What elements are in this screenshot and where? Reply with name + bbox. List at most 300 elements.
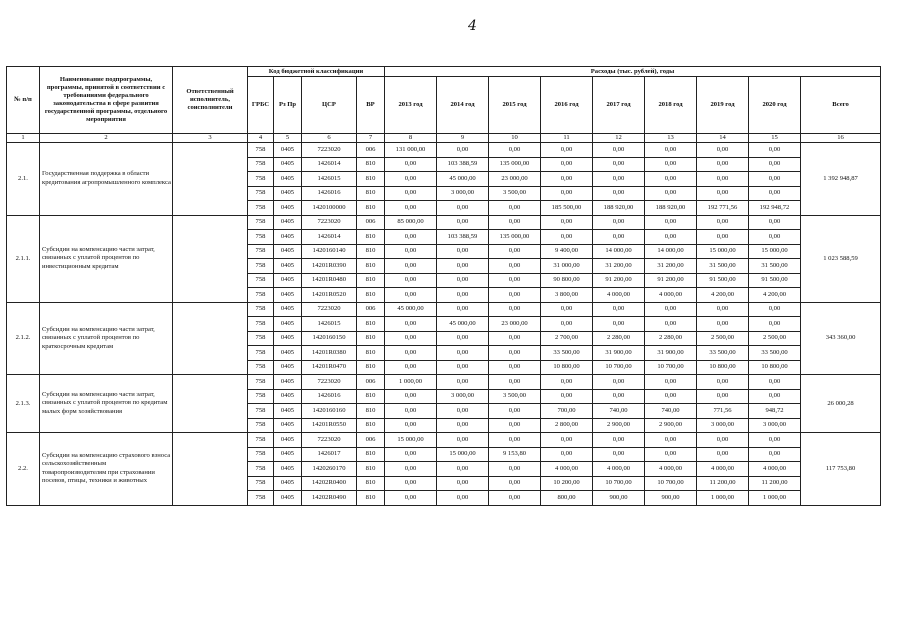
- vr-cell: 810: [357, 404, 385, 419]
- rzpr-cell: 0405: [274, 302, 302, 317]
- rzpr-cell: 0405: [274, 433, 302, 448]
- amount-cell: 0,00: [697, 302, 749, 317]
- header-num: № п/п: [7, 67, 40, 134]
- grbs-cell: 758: [248, 491, 274, 506]
- amount-cell: 0,00: [697, 433, 749, 448]
- amount-cell: 0,00: [385, 201, 437, 216]
- total-cell: 343 360,00: [801, 302, 881, 375]
- amount-cell: 0,00: [489, 491, 541, 506]
- rzpr-cell: 0405: [274, 462, 302, 477]
- item-name: Субсидии на компенсацию части затрат, связанных с уплатой процентов по кредитам малых форм хозяйствования: [40, 375, 173, 433]
- rzpr-cell: 0405: [274, 186, 302, 201]
- column-number: 4: [248, 134, 274, 143]
- amount-cell: 3 500,00: [489, 389, 541, 404]
- amount-cell: 0,00: [749, 302, 801, 317]
- amount-cell: 0,00: [541, 302, 593, 317]
- csr-cell: 14201R0390: [302, 259, 357, 274]
- item-name: Государственная поддержка в области кредитования агропромышленного комплекса: [40, 143, 173, 216]
- amount-cell: 10 200,00: [541, 476, 593, 491]
- amount-cell: 10 700,00: [645, 360, 697, 375]
- amount-cell: 0,00: [385, 476, 437, 491]
- csr-cell: 1420160160: [302, 404, 357, 419]
- amount-cell: 135 000,00: [489, 230, 541, 245]
- amount-cell: 0,00: [645, 375, 697, 390]
- grbs-cell: 758: [248, 259, 274, 274]
- amount-cell: 0,00: [749, 143, 801, 158]
- amount-cell: 0,00: [697, 230, 749, 245]
- total-cell: 117 753,80: [801, 433, 881, 506]
- column-number: 10: [489, 134, 541, 143]
- amount-cell: 0,00: [385, 447, 437, 462]
- amount-cell: 0,00: [697, 317, 749, 332]
- grbs-cell: 758: [248, 433, 274, 448]
- amount-cell: 0,00: [437, 418, 489, 433]
- amount-cell: 0,00: [645, 433, 697, 448]
- header-total: Всего: [801, 77, 881, 134]
- amount-cell: 0,00: [645, 172, 697, 187]
- column-number: 1: [7, 134, 40, 143]
- amount-cell: 3 800,00: [541, 288, 593, 303]
- column-number: 8: [385, 134, 437, 143]
- amount-cell: 0,00: [593, 447, 645, 462]
- amount-cell: 31 900,00: [593, 346, 645, 361]
- responsible-cell: [173, 215, 248, 302]
- amount-cell: 10 800,00: [749, 360, 801, 375]
- amount-cell: 31 500,00: [697, 259, 749, 274]
- amount-cell: 135 000,00: [489, 157, 541, 172]
- csr-cell: 1420100000: [302, 201, 357, 216]
- amount-cell: 0,00: [541, 143, 593, 158]
- item-number: 2.2.: [7, 433, 40, 506]
- csr-cell: 14202R0490: [302, 491, 357, 506]
- table-row: [7, 143, 881, 158]
- amount-cell: 45 000,00: [437, 172, 489, 187]
- amount-cell: 0,00: [437, 288, 489, 303]
- amount-cell: 85 000,00: [385, 215, 437, 230]
- amount-cell: 3 000,00: [697, 418, 749, 433]
- amount-cell: 0,00: [489, 215, 541, 230]
- amount-cell: 188 920,00: [645, 201, 697, 216]
- amount-cell: 1 000,00: [385, 375, 437, 390]
- amount-cell: 0,00: [541, 433, 593, 448]
- budget-table: [6, 66, 881, 506]
- csr-cell: 1426017: [302, 447, 357, 462]
- header-budget-code: Код бюджетной классификации: [248, 67, 385, 77]
- grbs-cell: 758: [248, 215, 274, 230]
- grbs-cell: 758: [248, 288, 274, 303]
- column-number: 15: [749, 134, 801, 143]
- amount-cell: 740,00: [645, 404, 697, 419]
- table-row: [7, 215, 881, 230]
- page-number: 4: [468, 18, 477, 34]
- amount-cell: 0,00: [749, 186, 801, 201]
- vr-cell: 810: [357, 491, 385, 506]
- amount-cell: 948,72: [749, 404, 801, 419]
- csr-cell: 1426014: [302, 230, 357, 245]
- amount-cell: 0,00: [385, 346, 437, 361]
- amount-cell: 0,00: [645, 215, 697, 230]
- grbs-cell: 758: [248, 273, 274, 288]
- amount-cell: 9 153,80: [489, 447, 541, 462]
- csr-cell: 14201R0380: [302, 346, 357, 361]
- csr-cell: 1426016: [302, 186, 357, 201]
- amount-cell: 0,00: [697, 375, 749, 390]
- amount-cell: 33 500,00: [541, 346, 593, 361]
- amount-cell: 2 280,00: [645, 331, 697, 346]
- amount-cell: 0,00: [489, 244, 541, 259]
- column-number: 16: [801, 134, 881, 143]
- amount-cell: 0,00: [749, 230, 801, 245]
- amount-cell: 0,00: [749, 447, 801, 462]
- header-year: 2020 год: [749, 77, 801, 134]
- amount-cell: 1 000,00: [697, 491, 749, 506]
- csr-cell: 14201R0480: [302, 273, 357, 288]
- amount-cell: 0,00: [437, 259, 489, 274]
- vr-cell: 006: [357, 143, 385, 158]
- amount-cell: 91 200,00: [645, 273, 697, 288]
- amount-cell: 0,00: [385, 389, 437, 404]
- amount-cell: 11 200,00: [697, 476, 749, 491]
- amount-cell: 0,00: [645, 230, 697, 245]
- csr-cell: 1426015: [302, 172, 357, 187]
- vr-cell: 810: [357, 331, 385, 346]
- amount-cell: 0,00: [593, 215, 645, 230]
- amount-cell: 10 800,00: [541, 360, 593, 375]
- grbs-cell: 758: [248, 447, 274, 462]
- vr-cell: 006: [357, 433, 385, 448]
- amount-cell: 4 000,00: [697, 462, 749, 477]
- header-year: 2013 год: [385, 77, 437, 134]
- total-cell: 1 392 948,87: [801, 143, 881, 216]
- amount-cell: 0,00: [437, 404, 489, 419]
- csr-cell: 7223020: [302, 433, 357, 448]
- amount-cell: 0,00: [645, 186, 697, 201]
- amount-cell: 0,00: [541, 317, 593, 332]
- amount-cell: 2 500,00: [697, 331, 749, 346]
- amount-cell: 0,00: [593, 186, 645, 201]
- amount-cell: 2 800,00: [541, 418, 593, 433]
- amount-cell: 0,00: [541, 172, 593, 187]
- amount-cell: 0,00: [385, 462, 437, 477]
- amount-cell: 0,00: [385, 317, 437, 332]
- header-rzpr: Рз Пр: [274, 77, 302, 134]
- amount-cell: 0,00: [541, 230, 593, 245]
- vr-cell: 810: [357, 172, 385, 187]
- amount-cell: 3 000,00: [437, 389, 489, 404]
- header-year: 2017 год: [593, 77, 645, 134]
- amount-cell: 31 200,00: [593, 259, 645, 274]
- amount-cell: 0,00: [541, 389, 593, 404]
- amount-cell: 2 900,00: [593, 418, 645, 433]
- amount-cell: 33 500,00: [749, 346, 801, 361]
- amount-cell: 0,00: [593, 143, 645, 158]
- amount-cell: 0,00: [749, 433, 801, 448]
- amount-cell: 23 000,00: [489, 172, 541, 187]
- amount-cell: 0,00: [437, 360, 489, 375]
- csr-cell: 14201R0470: [302, 360, 357, 375]
- responsible-cell: [173, 375, 248, 433]
- header-expenses: Расходы (тыс. рублей), годы: [385, 67, 881, 77]
- amount-cell: 0,00: [489, 288, 541, 303]
- grbs-cell: 758: [248, 360, 274, 375]
- csr-cell: 7223020: [302, 302, 357, 317]
- csr-cell: 1426015: [302, 317, 357, 332]
- grbs-cell: 758: [248, 404, 274, 419]
- amount-cell: 0,00: [437, 331, 489, 346]
- vr-cell: 810: [357, 259, 385, 274]
- column-number: 7: [357, 134, 385, 143]
- grbs-cell: 758: [248, 143, 274, 158]
- amount-cell: 0,00: [593, 389, 645, 404]
- amount-cell: 0,00: [437, 143, 489, 158]
- rzpr-cell: 0405: [274, 201, 302, 216]
- rzpr-cell: 0405: [274, 157, 302, 172]
- amount-cell: 0,00: [385, 259, 437, 274]
- total-cell: 1 023 588,59: [801, 215, 881, 302]
- amount-cell: 0,00: [749, 157, 801, 172]
- amount-cell: 0,00: [645, 302, 697, 317]
- amount-cell: 4 000,00: [593, 288, 645, 303]
- amount-cell: 0,00: [385, 273, 437, 288]
- vr-cell: 810: [357, 201, 385, 216]
- rzpr-cell: 0405: [274, 404, 302, 419]
- amount-cell: 10 700,00: [645, 476, 697, 491]
- amount-cell: 0,00: [489, 346, 541, 361]
- amount-cell: 0,00: [593, 172, 645, 187]
- amount-cell: 0,00: [697, 143, 749, 158]
- amount-cell: 0,00: [385, 244, 437, 259]
- grbs-cell: 758: [248, 244, 274, 259]
- responsible-cell: [173, 302, 248, 375]
- grbs-cell: 758: [248, 157, 274, 172]
- rzpr-cell: 0405: [274, 259, 302, 274]
- amount-cell: 0,00: [645, 447, 697, 462]
- amount-cell: 0,00: [437, 302, 489, 317]
- amount-cell: 900,00: [593, 491, 645, 506]
- header-responsible: Ответственный исполнитель, соисполнители: [173, 67, 248, 134]
- rzpr-cell: 0405: [274, 418, 302, 433]
- amount-cell: 0,00: [385, 288, 437, 303]
- vr-cell: 810: [357, 418, 385, 433]
- csr-cell: 7223020: [302, 375, 357, 390]
- column-number: 9: [437, 134, 489, 143]
- amount-cell: 0,00: [645, 143, 697, 158]
- amount-cell: 10 800,00: [697, 360, 749, 375]
- amount-cell: 0,00: [489, 360, 541, 375]
- grbs-cell: 758: [248, 462, 274, 477]
- header-year: 2014 год: [437, 77, 489, 134]
- amount-cell: 14 000,00: [593, 244, 645, 259]
- rzpr-cell: 0405: [274, 389, 302, 404]
- rzpr-cell: 0405: [274, 172, 302, 187]
- rzpr-cell: 0405: [274, 273, 302, 288]
- amount-cell: 0,00: [749, 375, 801, 390]
- amount-cell: 15 000,00: [437, 447, 489, 462]
- amount-cell: 0,00: [541, 375, 593, 390]
- amount-cell: 771,56: [697, 404, 749, 419]
- csr-cell: 1420260170: [302, 462, 357, 477]
- amount-cell: 4 000,00: [749, 462, 801, 477]
- vr-cell: 810: [357, 462, 385, 477]
- grbs-cell: 758: [248, 375, 274, 390]
- amount-cell: 0,00: [437, 273, 489, 288]
- amount-cell: 11 200,00: [749, 476, 801, 491]
- amount-cell: 4 200,00: [697, 288, 749, 303]
- csr-cell: 7223020: [302, 215, 357, 230]
- vr-cell: 006: [357, 375, 385, 390]
- vr-cell: 810: [357, 230, 385, 245]
- vr-cell: 810: [357, 476, 385, 491]
- amount-cell: 0,00: [385, 418, 437, 433]
- amount-cell: 103 388,59: [437, 157, 489, 172]
- column-number: 6: [302, 134, 357, 143]
- amount-cell: 0,00: [697, 172, 749, 187]
- amount-cell: 10 700,00: [593, 360, 645, 375]
- amount-cell: 188 920,00: [593, 201, 645, 216]
- amount-cell: 0,00: [437, 491, 489, 506]
- rzpr-cell: 0405: [274, 447, 302, 462]
- header-vr: ВР: [357, 77, 385, 134]
- vr-cell: 006: [357, 215, 385, 230]
- amount-cell: 14 000,00: [645, 244, 697, 259]
- amount-cell: 0,00: [437, 462, 489, 477]
- amount-cell: 103 388,59: [437, 230, 489, 245]
- amount-cell: 0,00: [593, 157, 645, 172]
- column-number: 3: [173, 134, 248, 143]
- csr-cell: 1426016: [302, 389, 357, 404]
- amount-cell: 0,00: [593, 433, 645, 448]
- amount-cell: 2 700,00: [541, 331, 593, 346]
- rzpr-cell: 0405: [274, 346, 302, 361]
- amount-cell: 0,00: [437, 215, 489, 230]
- amount-cell: 0,00: [489, 331, 541, 346]
- amount-cell: 0,00: [593, 375, 645, 390]
- rzpr-cell: 0405: [274, 143, 302, 158]
- amount-cell: 0,00: [385, 360, 437, 375]
- amount-cell: 0,00: [645, 317, 697, 332]
- amount-cell: 2 280,00: [593, 331, 645, 346]
- amount-cell: 0,00: [385, 404, 437, 419]
- amount-cell: 0,00: [385, 230, 437, 245]
- amount-cell: 0,00: [489, 418, 541, 433]
- amount-cell: 4 000,00: [541, 462, 593, 477]
- amount-cell: 700,00: [541, 404, 593, 419]
- grbs-cell: 758: [248, 186, 274, 201]
- amount-cell: 0,00: [385, 186, 437, 201]
- vr-cell: 006: [357, 302, 385, 317]
- item-number: 2.1.2.: [7, 302, 40, 375]
- vr-cell: 810: [357, 389, 385, 404]
- rzpr-cell: 0405: [274, 317, 302, 332]
- grbs-cell: 758: [248, 418, 274, 433]
- amount-cell: 0,00: [697, 389, 749, 404]
- rzpr-cell: 0405: [274, 288, 302, 303]
- grbs-cell: 758: [248, 346, 274, 361]
- amount-cell: 45 000,00: [437, 317, 489, 332]
- column-number: 11: [541, 134, 593, 143]
- amount-cell: 0,00: [489, 259, 541, 274]
- header-year: 2016 год: [541, 77, 593, 134]
- vr-cell: 810: [357, 360, 385, 375]
- amount-cell: 45 000,00: [385, 302, 437, 317]
- amount-cell: 0,00: [489, 273, 541, 288]
- amount-cell: 10 700,00: [593, 476, 645, 491]
- amount-cell: 15 000,00: [749, 244, 801, 259]
- amount-cell: 0,00: [437, 375, 489, 390]
- vr-cell: 810: [357, 186, 385, 201]
- amount-cell: 0,00: [437, 201, 489, 216]
- amount-cell: 0,00: [489, 375, 541, 390]
- vr-cell: 810: [357, 288, 385, 303]
- amount-cell: 0,00: [541, 215, 593, 230]
- amount-cell: 0,00: [437, 244, 489, 259]
- amount-cell: 31 500,00: [749, 259, 801, 274]
- amount-cell: 15 000,00: [697, 244, 749, 259]
- amount-cell: 0,00: [697, 157, 749, 172]
- amount-cell: 0,00: [437, 433, 489, 448]
- rzpr-cell: 0405: [274, 491, 302, 506]
- amount-cell: 0,00: [697, 186, 749, 201]
- amount-cell: 0,00: [385, 491, 437, 506]
- grbs-cell: 758: [248, 302, 274, 317]
- amount-cell: 9 400,00: [541, 244, 593, 259]
- csr-cell: 14201R0520: [302, 288, 357, 303]
- amount-cell: 0,00: [437, 476, 489, 491]
- grbs-cell: 758: [248, 389, 274, 404]
- item-name: Субсидии на компенсацию части затрат, связанных с уплатой процентов по инвестиционным кредитам: [40, 215, 173, 302]
- table-row: [7, 433, 881, 448]
- amount-cell: 4 200,00: [749, 288, 801, 303]
- rzpr-cell: 0405: [274, 230, 302, 245]
- header-year: 2015 год: [489, 77, 541, 134]
- amount-cell: 90 800,00: [541, 273, 593, 288]
- responsible-cell: [173, 433, 248, 506]
- rzpr-cell: 0405: [274, 476, 302, 491]
- amount-cell: 900,00: [645, 491, 697, 506]
- amount-cell: 0,00: [541, 447, 593, 462]
- vr-cell: 810: [357, 346, 385, 361]
- amount-cell: 0,00: [489, 462, 541, 477]
- grbs-cell: 758: [248, 331, 274, 346]
- total-cell: 26 000,28: [801, 375, 881, 433]
- grbs-cell: 758: [248, 230, 274, 245]
- responsible-cell: [173, 143, 248, 216]
- column-number: 5: [274, 134, 302, 143]
- amount-cell: 0,00: [593, 302, 645, 317]
- table-row: [7, 302, 881, 317]
- amount-cell: 0,00: [489, 433, 541, 448]
- header-year: 2018 год: [645, 77, 697, 134]
- amount-cell: 0,00: [749, 172, 801, 187]
- amount-cell: 2 900,00: [645, 418, 697, 433]
- amount-cell: 0,00: [541, 157, 593, 172]
- amount-cell: 0,00: [645, 157, 697, 172]
- grbs-cell: 758: [248, 172, 274, 187]
- amount-cell: 4 000,00: [593, 462, 645, 477]
- column-number: 13: [645, 134, 697, 143]
- amount-cell: 0,00: [541, 186, 593, 201]
- amount-cell: 0,00: [489, 476, 541, 491]
- amount-cell: 0,00: [385, 172, 437, 187]
- amount-cell: 1 000,00: [749, 491, 801, 506]
- amount-cell: 4 000,00: [645, 288, 697, 303]
- vr-cell: 810: [357, 273, 385, 288]
- amount-cell: 0,00: [385, 157, 437, 172]
- amount-cell: 4 000,00: [645, 462, 697, 477]
- amount-cell: 0,00: [645, 389, 697, 404]
- vr-cell: 810: [357, 157, 385, 172]
- item-name: Субсидии на компенсацию страхового взноса сельскохозяйственным товаропроизводителям при страховании посевов, птицы, техники и животных: [40, 433, 173, 506]
